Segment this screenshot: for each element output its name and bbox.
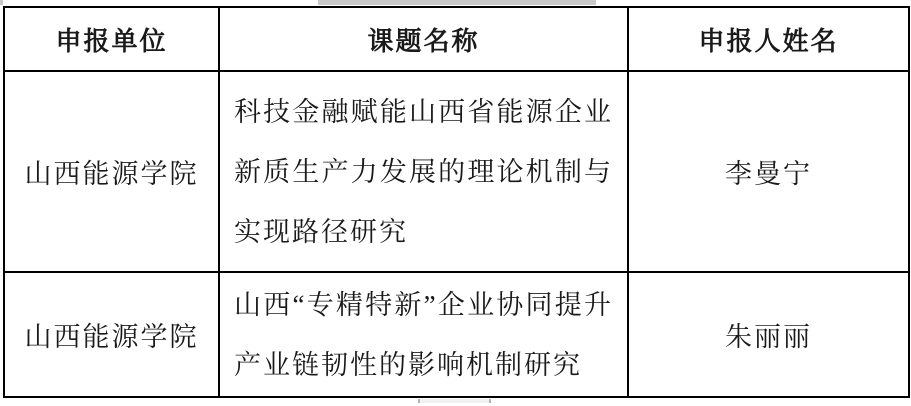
top-edge-scroll-artifact — [318, 0, 596, 5]
topic-text: 科技金融赋能山西省能源企业新质生产力发展的理论机制与实现路径研究 — [234, 96, 613, 247]
cell-topic — [219, 272, 628, 397]
table-row — [4, 71, 909, 272]
page-corner-artifact — [0, 0, 3, 5]
cell-unit: 山西能源学院 — [4, 71, 219, 272]
topic-text: 山西“专精特新”企业协同提升产业链韧性的影响机制研究 — [234, 289, 613, 380]
cell-topic — [219, 71, 628, 272]
cell-applicant: 朱丽丽 — [628, 272, 909, 397]
table-header-row — [4, 7, 909, 71]
table-row — [4, 272, 909, 397]
header-cell-topic: 课题名称 — [219, 7, 628, 71]
cell-unit: 山西能源学院 — [4, 272, 219, 397]
bottom-edge-scroll-artifact — [418, 399, 491, 403]
header-cell-applicant: 申报人姓名 — [628, 7, 909, 71]
application-table — [3, 6, 910, 398]
header-cell-unit: 申报单位 — [4, 7, 219, 71]
cell-applicant: 李曼宁 — [628, 71, 909, 272]
